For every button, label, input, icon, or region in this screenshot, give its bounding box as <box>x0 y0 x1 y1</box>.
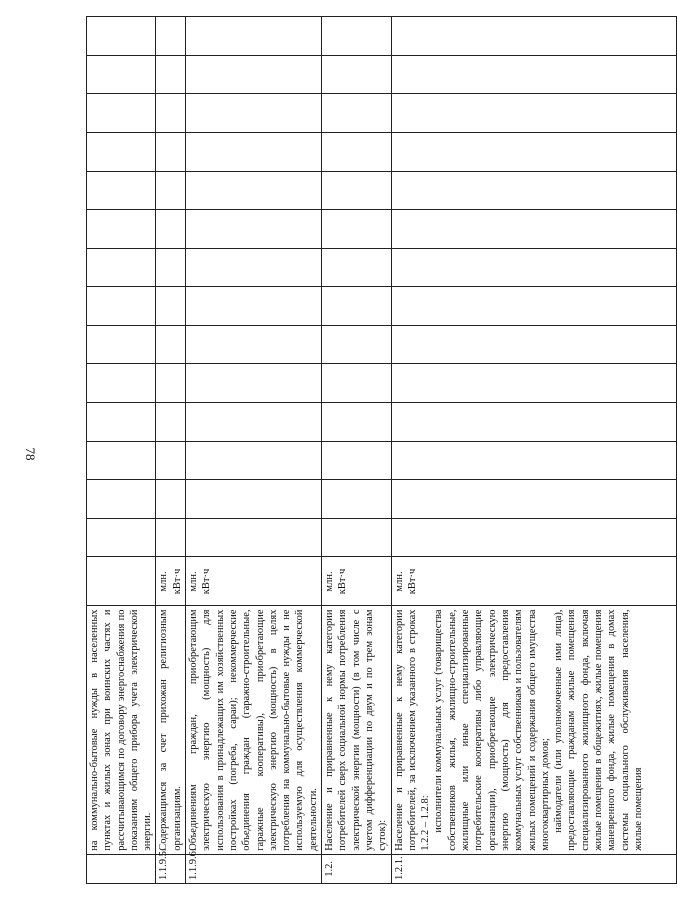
value-cell <box>322 171 391 210</box>
row-number-cell: 1.1.9.6. <box>186 854 322 883</box>
row-description-cell <box>156 606 186 854</box>
table-row <box>322 17 391 884</box>
value-cell <box>322 287 391 326</box>
description-paragraph: Содержащимся за счет прихожан религиозным организациям. <box>158 609 183 851</box>
row-unit-cell: млн. кВт·ч <box>186 557 322 606</box>
value-cell <box>186 518 322 557</box>
value-cell <box>186 55 322 94</box>
value-cell <box>87 364 156 403</box>
value-cell <box>391 518 676 557</box>
value-cell <box>391 364 676 403</box>
value-cell <box>156 17 186 56</box>
value-cell <box>186 403 322 442</box>
value-cell <box>186 441 322 480</box>
value-cell <box>391 325 676 364</box>
row-description-cell <box>186 606 322 854</box>
value-cell <box>156 248 186 287</box>
description-paragraph: на коммунально-бытовые нужды в населенных пунктах и жилых зонах при воинских частях и рассчитывающимся по договору энергоснабжения по показаниям общего прибора учета электрической энергии. <box>89 609 154 851</box>
value-cell <box>391 171 676 210</box>
value-cell <box>87 518 156 557</box>
value-cell <box>186 132 322 171</box>
table-row <box>87 17 156 884</box>
value-cell <box>156 480 186 519</box>
value-cell <box>156 441 186 480</box>
value-cell <box>322 55 391 94</box>
value-cell <box>322 480 391 519</box>
row-number-cell: 1.1.9.5. <box>156 854 186 883</box>
value-cell <box>87 287 156 326</box>
description-paragraph: наймодатели (или уполномоченные ими лица), предоставляющие гражданам жилые помещения специализированного жилищного фонда, включая жилые помещения в общежитиях, жилые помещения маневренного фонда, жилые помещения в домах системы социального обслуживания населения, жилые помещения <box>553 609 644 851</box>
value-cell <box>87 132 156 171</box>
table-row <box>391 17 676 884</box>
row-number-cell: 1.2.1. <box>391 854 676 883</box>
value-cell <box>156 518 186 557</box>
tariff-table <box>86 16 677 884</box>
value-cell <box>391 480 676 519</box>
value-cell <box>186 17 322 56</box>
value-cell <box>186 325 322 364</box>
value-cell <box>156 210 186 249</box>
value-cell <box>322 132 391 171</box>
value-cell <box>156 325 186 364</box>
value-cell <box>391 94 676 133</box>
value-cell <box>156 403 186 442</box>
value-cell <box>322 94 391 133</box>
value-cell <box>87 171 156 210</box>
row-description-cell <box>391 606 676 854</box>
value-cell <box>186 287 322 326</box>
rotated-table-wrapper <box>86 16 644 884</box>
value-cell <box>186 171 322 210</box>
value-cell <box>391 403 676 442</box>
value-cell <box>322 518 391 557</box>
value-cell <box>322 403 391 442</box>
row-unit-cell: млн. кВт·ч <box>391 557 676 606</box>
value-cell <box>391 17 676 56</box>
row-description-cell <box>322 606 391 854</box>
value-cell <box>87 403 156 442</box>
value-cell <box>87 55 156 94</box>
value-cell <box>391 55 676 94</box>
row-description-cell <box>87 606 156 854</box>
value-cell <box>156 171 186 210</box>
value-cell <box>391 287 676 326</box>
value-cell <box>186 480 322 519</box>
value-cell <box>322 248 391 287</box>
value-cell <box>186 94 322 133</box>
value-cell <box>391 441 676 480</box>
value-cell <box>186 210 322 249</box>
description-paragraph: Объединениям граждан, приобретающим электрическую энергию (мощность) для использования в принадлежащих им хозяйственных постройках (погреба, сараи); некоммерческие объединения граждан (гаражно-строительные, гаражные кооперативы), приобретающие электрическую энергию (мощность) в целях потребления на коммунально-бытовые нужды и не используемую для осуществления коммерческой деятельности. <box>188 609 319 851</box>
value-cell <box>322 325 391 364</box>
description-paragraph: Население и приравненные к нему категории потребителей сверх социальной нормы потребления электрической энергии (мощности) (в том числе с учетом дифференциации по двум и по трем зонам суток): <box>324 609 389 851</box>
value-cell <box>391 248 676 287</box>
value-cell <box>87 325 156 364</box>
value-cell <box>322 364 391 403</box>
value-cell <box>87 480 156 519</box>
row-number-cell <box>87 854 156 883</box>
row-unit-cell: млн. кВт·ч <box>322 557 391 606</box>
value-cell <box>322 210 391 249</box>
value-cell <box>156 132 186 171</box>
table-body <box>87 17 677 884</box>
value-cell <box>87 17 156 56</box>
description-paragraph: исполнители коммунальных услуг (товарищества собственников жилья, жилищно-строительные, жилищные или иные специализированные потребительские кооперативы либо управляющие организации), приобретающие электрическую энергию (мощность) для предоставления коммунальных услуг собственникам и пользователям жилых помещений и содержания общего имущества многоквартирных домов; <box>433 609 551 851</box>
row-unit-cell: млн. кВт·ч <box>156 557 186 606</box>
value-cell <box>87 248 156 287</box>
value-cell <box>322 17 391 56</box>
row-unit-cell <box>87 557 156 606</box>
value-cell <box>87 210 156 249</box>
row-number-cell: 1.2. <box>322 854 391 883</box>
value-cell <box>186 248 322 287</box>
value-cell <box>322 441 391 480</box>
value-cell <box>156 55 186 94</box>
page-number: 78 <box>23 447 38 461</box>
table-row <box>156 17 186 884</box>
value-cell <box>156 364 186 403</box>
value-cell <box>87 94 156 133</box>
value-cell <box>391 210 676 249</box>
value-cell <box>156 287 186 326</box>
description-paragraph: Население и приравненные к нему категории потребителей, за исключением указанного в строках 1.2.2 – 1.2.8: <box>393 609 432 851</box>
value-cell <box>186 364 322 403</box>
table-row <box>186 17 322 884</box>
value-cell <box>156 94 186 133</box>
value-cell <box>87 441 156 480</box>
value-cell <box>391 132 676 171</box>
